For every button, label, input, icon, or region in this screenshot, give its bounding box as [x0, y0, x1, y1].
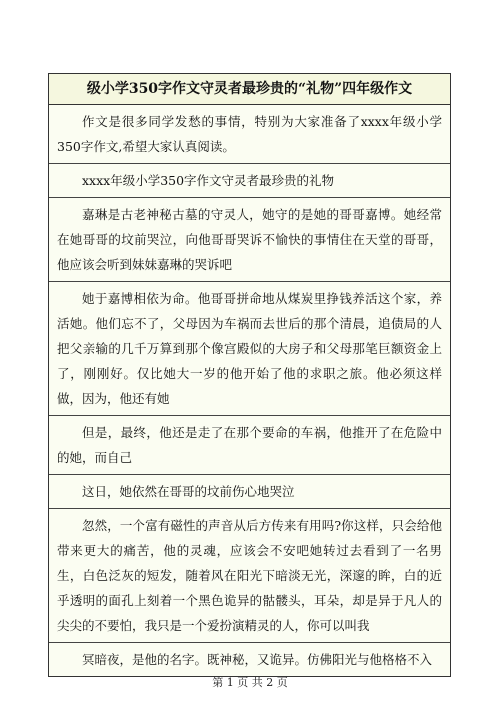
paragraph: 作文是很多同学发愁的事情，特别为大家准备了xxxx年级小学350字作文,希望大家认真阅读。: [57, 114, 442, 154]
page-footer: 第 1 页 共 2 页: [212, 676, 288, 689]
paragraph: 冥暗夜，是他的名字。既神秘，又诡异。仿佛阳光与他格格不入: [82, 652, 433, 667]
paragraph: 但是，最终，他还是走了在那个要命的车祸，他推开了在危险中的她，而自己: [57, 425, 442, 465]
paragraph-row: [49, 198, 450, 282]
paragraph-row: [49, 282, 450, 416]
document-title: 级小学350字作文守灵者最珍贵的“礼物”四年级作文: [49, 74, 450, 105]
paragraph: xxxx年级小学350字作文守灵者最珍贵的礼物: [82, 173, 335, 188]
paragraph: 嘉琳是古老神秘古墓的守灵人，她守的是她的哥哥嘉博。她经常在她哥哥的坟前哭泣，向他哥哥哭诉不愉快的事情住在天堂的哥哥，他应该会听到妹妹嘉琳的哭诉吧: [57, 207, 442, 272]
paragraph-row: [49, 475, 450, 509]
paragraph-row: [49, 509, 450, 643]
document-table: [48, 73, 451, 677]
paragraph-row: [49, 164, 450, 198]
paragraph: 忽然，一个富有磁性的声音从后方传来有用吗?你这样，只会给他带来更大的痛苦，他的灵魂，应该会不安吧她转过去看到了一名男生，白色泛灰的短发，随着风在阳光下暗淡无光，深邃的眸，白的近乎透明的面孔上刻着一个黑色诡异的骷髅头，耳朵，却是异于凡人的尖尖的不要怕，我只是一个爱扮演精灵的人，你可以叫我: [57, 518, 442, 633]
paragraph-row: [49, 105, 450, 164]
paragraph: 她于嘉博相依为命。他哥哥拼命地从煤炭里挣钱养活这个家，养活她。他们忘不了，父母因为车祸而去世后的那个清晨，追债局的人把父亲输的几千万算到那个像宫殿似的大房子和父母那笔巨额资金上了，刚刚好。仅比她大一岁的他开始了他的求职之旅。他必须这样做，因为，他还有她: [57, 291, 442, 406]
paragraph-row: [49, 643, 450, 676]
paragraph-row: [49, 416, 450, 475]
paragraph: 这日，她依然在哥哥的坟前伤心地哭泣: [82, 484, 295, 499]
